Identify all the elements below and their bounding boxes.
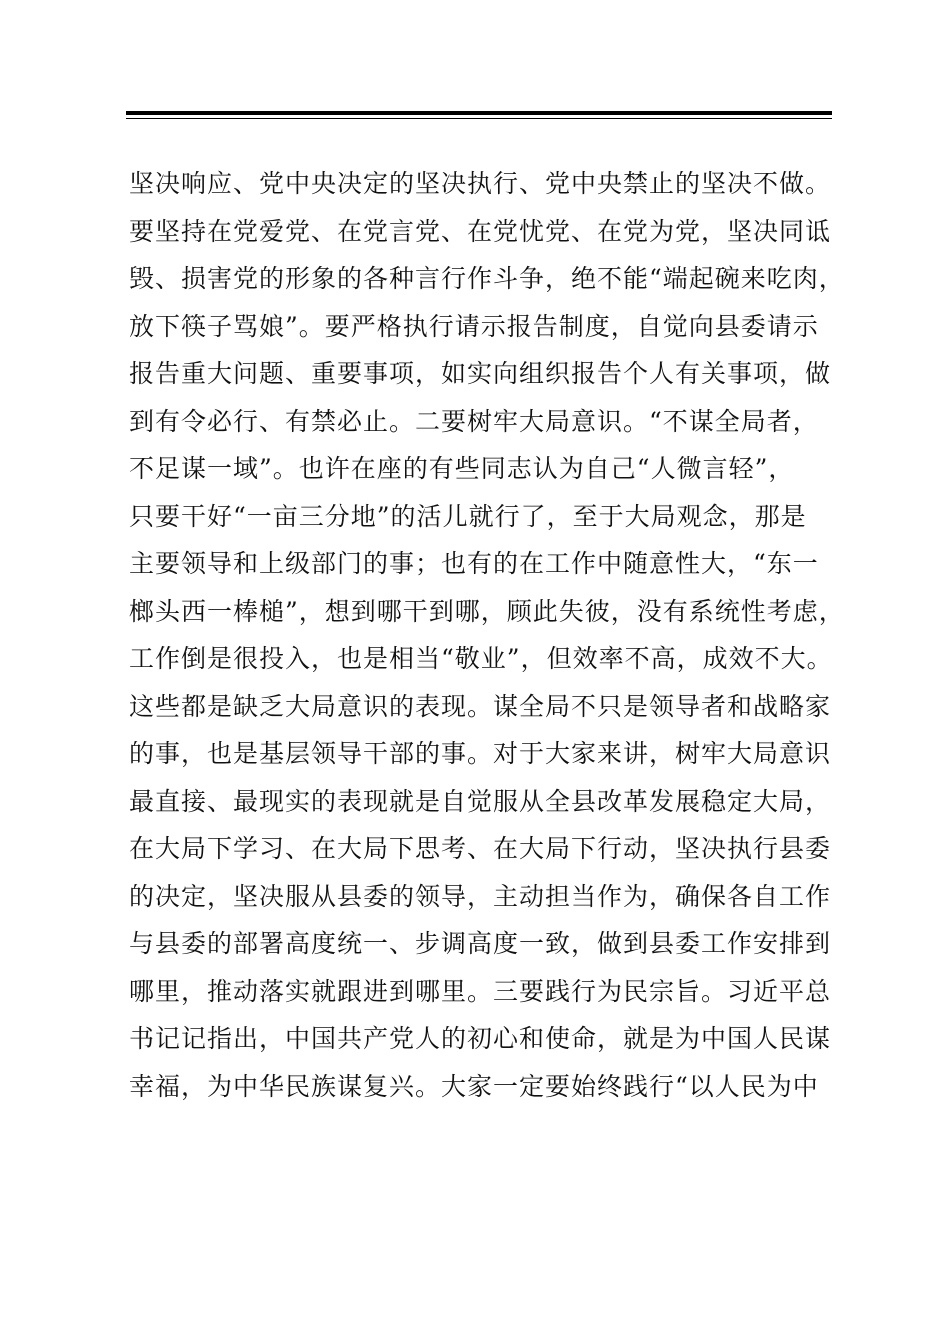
- text-line: 榔头西一棒槌”，想到哪干到哪，顾此失彼，没有系统性考虑，: [129, 596, 845, 626]
- text-line: 要坚持在党爱党、在党言党、在党忧党、在党为党，坚决同诋: [129, 216, 832, 246]
- text-line: 工作倒是很投入，也是相当“敬业”，但效率不高，成效不大。: [129, 644, 833, 673]
- text-line: 哪里，推动落实就跟进到哪里。三要践行为民宗旨。习近平总: [129, 976, 832, 1006]
- text-line: 最直接、最现实的表现就是自觉服从全县改革发展稳定大局，: [129, 786, 832, 816]
- text-line: 报告重大问题、重要事项，如实向组织报告个人有关事项，做: [129, 359, 832, 388]
- text-line: 放下筷子骂娘”。要严格执行请示报告制度，自觉向县委请示: [129, 311, 819, 341]
- text-line: 幸福，为中华民族谋复兴。大家一定要始终践行“以人民为中: [129, 1071, 819, 1101]
- text-line: 的事，也是基层领导干部的事。对于大家来讲，树牢大局意识: [129, 739, 832, 768]
- text-line: 到有令必行、有禁必止。二要树牢大局意识。“不谋全局者，: [129, 406, 819, 436]
- header-rule-thick: [126, 111, 832, 115]
- text-line: 的决定，坚决服从县委的领导，主动担当作为，确保各自工作: [129, 881, 832, 911]
- text-line: 在大局下学习、在大局下思考、在大局下行动，坚决执行县委: [129, 834, 832, 863]
- body-text: [129, 160, 845, 1110]
- text-line: 不足谋一域”。也许在座的有些同志认为自己“人微言轻”，: [129, 454, 795, 483]
- text-line: 毁、损害党的形象的各种言行作斗争，绝不能“端起碗来吃肉，: [129, 264, 845, 293]
- text-line: 与县委的部署高度统一、步调高度一致，做到县委工作安排到: [129, 929, 832, 958]
- text-line: 这些都是缺乏大局意识的表现。谋全局不只是领导者和战略家: [129, 691, 832, 721]
- text-line: 坚决响应、党中央决定的坚决执行、党中央禁止的坚决不做。: [129, 169, 832, 198]
- text-line: 主要领导和上级部门的事；也有的在工作中随意性大，“东一: [129, 549, 819, 578]
- header-rule-thin: [126, 118, 832, 119]
- text-line: 书记记指出，中国共产党人的初心和使命，就是为中国人民谋: [129, 1024, 832, 1053]
- text-line: 只要干好“一亩三分地”的活儿就行了，至于大局观念，那是: [129, 501, 807, 531]
